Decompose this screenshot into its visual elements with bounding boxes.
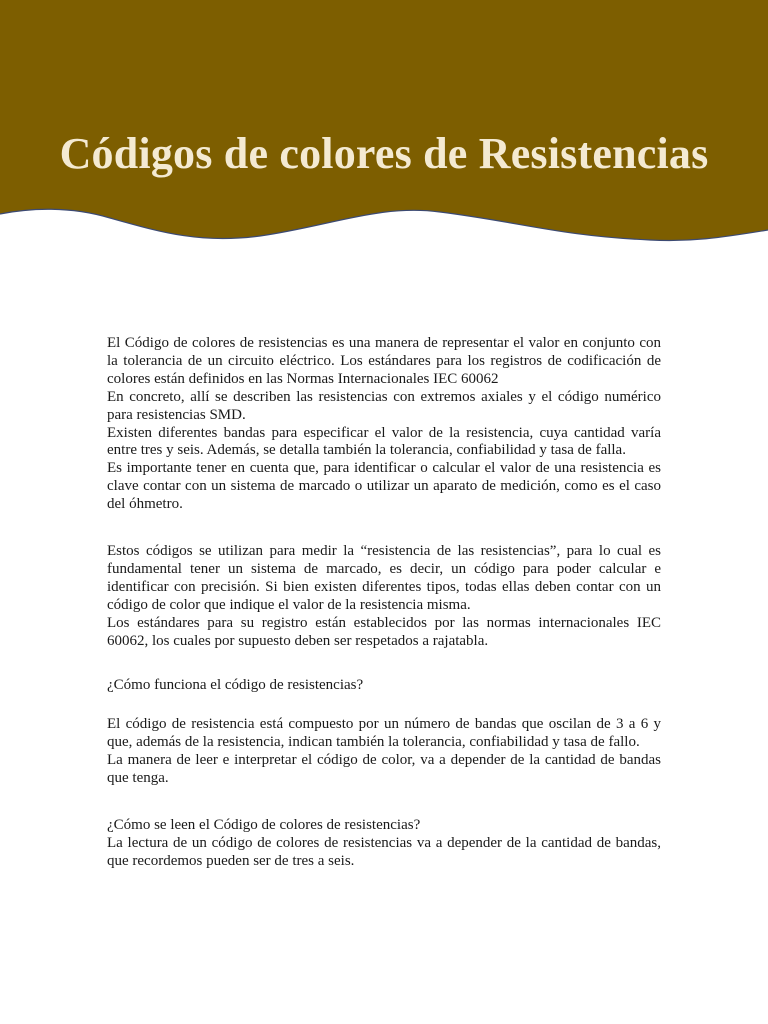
paragraph-importante: Es importante tener en cuenta que, para identificar o calcular el valor de una resistencia es clave contar con un sistema de marcado o utilizar un aparato de medición, como es el caso del óhmetro.	[107, 460, 661, 513]
wave-banner-shape	[0, 0, 768, 250]
document-body	[107, 335, 661, 871]
paragraph-manera-leer: La manera de leer e interpretar el código de color, va a depender de la cantidad de bandas que tenga.	[107, 752, 661, 787]
paragraph-bandas: Existen diferentes bandas para especificar el valor de la resistencia, cuya cantidad varía entre tres y seis. Además, se detalla también la tolerancia, confiabilidad y tasa de falla.	[107, 424, 661, 459]
paragraph-spacer	[107, 694, 661, 716]
banner-fill	[0, 0, 768, 241]
question-como-funciona: ¿Cómo funciona el código de resistencias?	[107, 676, 364, 693]
paragraph-compuesto: El código de resistencia está compuesto por un número de bandas que oscilan de 3 a 6 y que, además de la resistencia, indican también la tolerancia, confiabilidad y tasa de fallo.	[107, 716, 661, 751]
paragraph-concreto: En concreto, allí se describen las resistencias con extremos axiales y el código numérico para resistencias SMD.	[107, 388, 661, 423]
paragraph-estos-codigos: Estos códigos se utilizan para medir la “resistencia de las resistencias”, para lo cual es fundamental tener un sistema de marcado, es decir, un código para poder calcular e identificar con precisión. Si bien existen diferentes tipos, todas ellas deben contar con un código de color que indique el valor de la resistencia misma.	[107, 543, 661, 613]
page-title: Códigos de colores de Resistencias	[59, 129, 709, 178]
paragraph-spacer	[107, 514, 661, 543]
question-como-se-leen: ¿Cómo se leen el Código de colores de resistencias?	[107, 817, 421, 834]
paragraph-spacer	[107, 788, 661, 817]
header-banner	[0, 0, 768, 250]
paragraph-intro: El Código de colores de resistencias es una manera de representar el valor en conjunto con la tolerancia de un circuito eléctrico. Los estándares para los registros de codificación de colores están definidos en las Normas Internacionales IEC 60062	[107, 335, 661, 387]
paragraph-lectura: La lectura de un código de colores de resistencias va a depender de la cantidad de bandas, que recordemos pueden ser de tres a seis.	[107, 834, 661, 869]
paragraph-estandares: Los estándares para su registro están establecidos por las normas internacionales IEC 60062, los cuales por supuesto deben ser respetados a rajatabla.	[107, 614, 661, 649]
paragraph-spacer	[107, 651, 661, 677]
